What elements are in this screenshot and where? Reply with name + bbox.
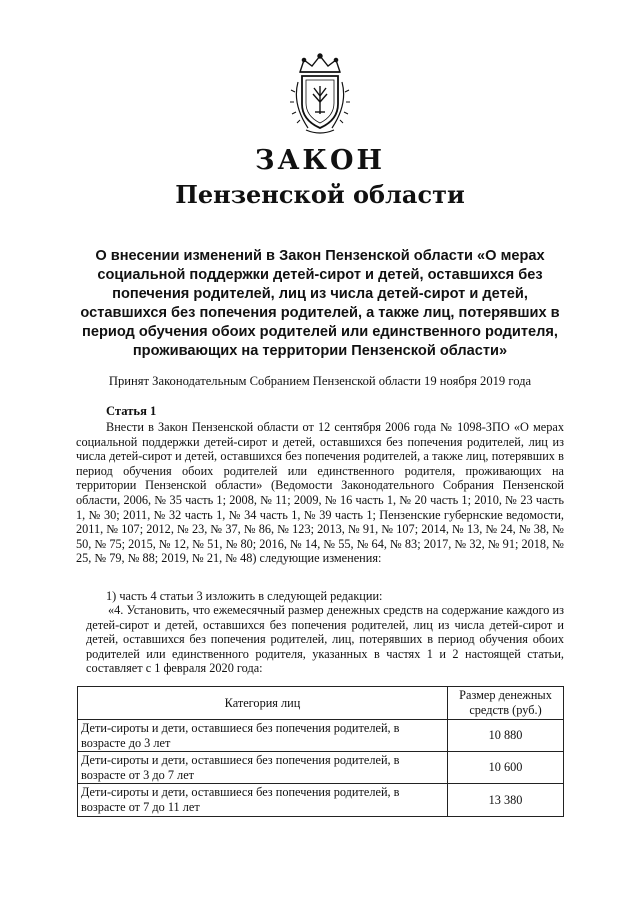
article-1-heading: Статья 1 <box>106 404 157 418</box>
category-cell: Дети-сироты и дети, оставшиеся без попечения родителей, в возрасте от 7 до 11 лет <box>78 784 448 816</box>
amount-cell: 10 600 <box>448 752 564 784</box>
table-header-row <box>78 687 564 720</box>
allowance-rates-table <box>77 686 564 817</box>
law-subject-heading: О внесении изменений в Закон Пензенской области «О мерах социальной поддержки детей-сирот и детей, оставшихся без попечения родителей, лиц из числа детей-сирот и детей, оставшихся без попечения родителей, а также лиц, потерявших в период обучения обоих родителей или единственного родителя, проживающих на территории Пензенской области» <box>80 248 560 359</box>
amendment-item-1: 1) часть 4 статьи 3 изложить в следующей редакции: <box>106 589 383 603</box>
amount-cell: 10 880 <box>448 720 564 752</box>
amended-text-paragraph: «4. Установить, что ежемесячный размер денежных средств на содержание каждого из детей-сирот и детей, оставшихся без попечения родителей, лиц из числа детей-сирот и детей, оставшихся без попечения родителей, лиц, потерявших в период обучения обоих родителей или единственного родителя, указанных в частях 1 и 2 настоящей статьи, составляет с 1 февраля 2020 года: <box>86 603 564 676</box>
column-header-amount: Размер денежных средств (руб.) <box>448 687 564 720</box>
penza-coat-of-arms-emblem <box>286 52 354 136</box>
document-type-title: ЗАКОН <box>254 145 386 176</box>
amount-cell: 13 380 <box>448 784 564 816</box>
category-cell: Дети-сироты и дети, оставшиеся без попечения родителей, в возрасте от 3 до 7 лет <box>78 752 448 784</box>
table-row <box>78 720 564 752</box>
table-row <box>78 784 564 816</box>
article-1-intro-paragraph: Внести в Закон Пензенской области от 12 сентября 2006 года № 1098-ЗПО «О мерах социальной поддержки детей-сирот и детей, оставшихся без попечения родителей, лиц из числа детей-сирот и детей, оставшихся без попечения родителей, а также лиц, потерявших в период обучения обоих родителей или единственного родителя, проживающих на территории Пензенской области» (Ведомости Законодательного Собрания Пензенской области, 2006, № 35 часть 1; 2008, № 11; 2009, № 16 часть 1, № 20 часть 1; 2010, № 23 часть 1, № 30; 2011, № 32 часть 1, № 34 часть 1, № 39 часть 1; Пензенские губернские ведомости, 2011, № 107; 2012, № 23, № 37, № 86, № 123; 2013, № 91, № 107; 2014, № 13, № 24, № 38, № 50, № 75; 2015, № 12, № 51, № 80; 2016, № 14, № 55, № 64, № 83; 2017, № 32, № 91; 2018, № 25, № 79, № 88; 2019, № 21, № 48) следующие изменения: <box>76 420 564 566</box>
category-cell: Дети-сироты и дети, оставшиеся без попечения родителей, в возрасте до 3 лет <box>78 720 448 752</box>
table-row <box>78 752 564 784</box>
region-title: Пензенской области <box>175 180 465 209</box>
adoption-note: Принят Законодательным Собранием Пензенской области 19 ноября 2019 года <box>108 374 532 388</box>
column-header-category: Категория лиц <box>78 687 448 720</box>
